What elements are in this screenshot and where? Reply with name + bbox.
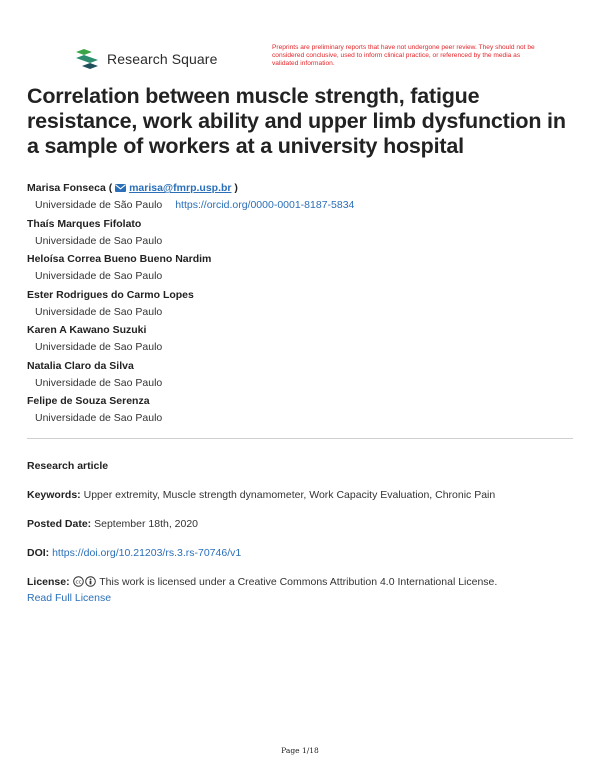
page-header [74, 44, 554, 78]
license-text: This work is licensed under a Creative Commons Attribution 4.0 International License. [99, 576, 498, 588]
author-name: Marisa Fonseca [27, 182, 106, 194]
license-line [27, 574, 577, 606]
author-entry [27, 216, 577, 251]
author-name: Felipe de Souza Serenza [27, 395, 150, 407]
svg-text:cc: cc [75, 579, 82, 586]
research-square-logo[interactable] [74, 48, 217, 70]
posted-date-label: Posted Date: [27, 518, 92, 530]
doi-link[interactable]: https://doi.org/10.21203/rs.3.rs-70746/v1 [52, 547, 242, 559]
author-affiliation: Universidade de Sao Paulo [35, 412, 163, 424]
author-entry [27, 322, 577, 357]
author-name: Heloísa Correa Bueno Bueno Nardim [27, 253, 212, 265]
doi-line [27, 545, 577, 561]
section-divider [27, 438, 573, 439]
author-name: Natalia Claro da Silva [27, 359, 134, 372]
paper-title: Correlation between muscle strength, fatigue resistance, work ability and upper limb dysfunction in a sample of workers at a university hospital [27, 84, 566, 158]
author-affiliation: Universidade de Sao Paulo [35, 234, 163, 247]
keywords-label: Keywords: [27, 489, 81, 501]
author-entry [27, 251, 577, 286]
author-entry [27, 358, 577, 393]
author-list [27, 180, 577, 429]
article-type: Research article [27, 460, 109, 472]
author-entry [27, 393, 577, 428]
page-number: Page 1/18 [281, 746, 319, 755]
author-email-link[interactable]: marisa@fmrp.usp.br [129, 182, 232, 194]
creative-commons-icon [73, 576, 84, 587]
orcid-link[interactable]: https://orcid.org/0000-0001-8187-5834 [175, 199, 355, 211]
author-affiliation: Universidade de Sao Paulo [35, 305, 163, 318]
author-name: Thaís Marques Fifolato [27, 217, 142, 230]
author-email-group: ( marisa@fmrp.usp.br ) [108, 182, 238, 194]
author-name: Karen A Kawano Suzuki [27, 324, 147, 336]
license-label: License: [27, 576, 70, 588]
keywords-value: Upper extremity, Muscle strength dynamometer, Work Capacity Evaluation, Chronic Pain [83, 489, 496, 501]
read-full-license-link[interactable]: Read Full License [27, 592, 112, 604]
attribution-icon [85, 576, 96, 587]
posted-date-line [27, 516, 577, 532]
posted-date-value: September 18th, 2020 [94, 518, 199, 530]
author-entry [27, 287, 577, 322]
author-name: Ester Rodrigues do Carmo Lopes [27, 288, 194, 301]
author-entry [27, 180, 577, 215]
author-affiliation: Universidade de Sao Paulo [35, 341, 163, 353]
preprint-disclaimer: Preprints are preliminary reports that have not undergone peer review. They should not be considered conclusive, used to inform clinical practice, or referenced by the media as validated information. [272, 44, 535, 67]
author-affiliation: Universidade de Sao Paulo [35, 270, 163, 282]
author-affiliation: Universidade de São Paulo [35, 199, 163, 211]
author-affiliation: Universidade de Sao Paulo [35, 376, 163, 389]
keywords-line [27, 487, 577, 503]
mail-icon [115, 184, 126, 192]
logo-text: Research Square [107, 51, 218, 67]
doi-label: DOI: [27, 547, 50, 559]
research-square-logo-icon [74, 48, 100, 70]
